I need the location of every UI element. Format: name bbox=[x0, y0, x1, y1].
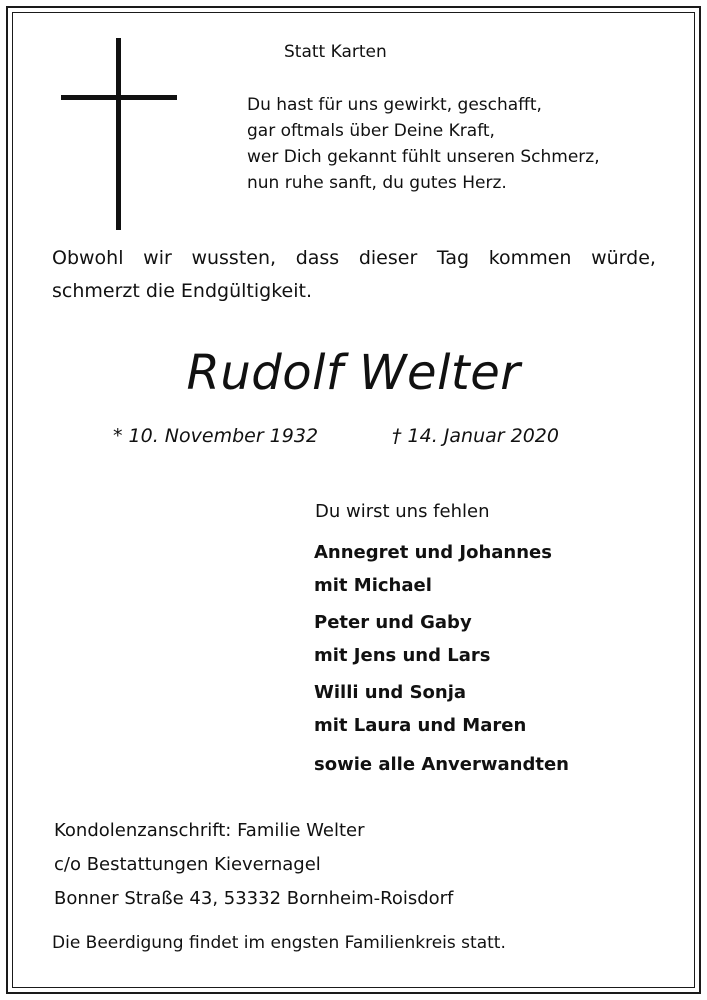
cross-horizontal-bar bbox=[61, 95, 177, 100]
intro-word: würde, bbox=[591, 247, 656, 269]
intro-line-2: schmerzt die Endgültigkeit. bbox=[52, 280, 312, 302]
address-line: c/o Bestattungen Kievernagel bbox=[54, 854, 321, 875]
poem-line: gar oftmals über Deine Kraft, bbox=[247, 121, 495, 141]
intro-word: dass bbox=[295, 247, 340, 269]
mourners-intro: Du wirst uns fehlen bbox=[315, 501, 490, 522]
deceased-name: Rudolf Welter bbox=[186, 345, 521, 401]
intro-word: wussten, bbox=[191, 247, 277, 269]
mourner-line: Annegret und Johannes bbox=[314, 542, 552, 563]
mourner-line: Willi und Sonja bbox=[314, 682, 467, 703]
condolence-address bbox=[54, 814, 453, 916]
mourner-line: Peter und Gaby bbox=[314, 612, 472, 633]
mourner-line: mit Laura und Maren bbox=[314, 715, 527, 736]
funeral-note: Die Beerdigung findet im engsten Familienkreis statt. bbox=[52, 933, 506, 953]
intro-word: wir bbox=[143, 247, 172, 269]
mourner-line: mit Michael bbox=[314, 575, 432, 596]
intro-word: dieser bbox=[358, 247, 418, 269]
poem-line: nun ruhe sanft, du gutes Herz. bbox=[247, 173, 507, 193]
statt-karten-label: Statt Karten bbox=[284, 42, 387, 62]
intro-text bbox=[52, 242, 656, 308]
address-line: Bonner Straße 43, 53332 Bornheim-Roisdorf bbox=[54, 888, 454, 909]
intro-word: kommen bbox=[488, 247, 572, 269]
mourner-line: mit Jens und Lars bbox=[314, 645, 491, 666]
intro-word: Obwohl bbox=[52, 247, 124, 269]
death-date: † 14. Januar 2020 bbox=[392, 425, 559, 447]
intro-word: Tag bbox=[436, 247, 470, 269]
birth-date: * 10. November 1932 bbox=[113, 425, 319, 447]
cross-vertical-bar bbox=[116, 38, 121, 230]
memorial-poem bbox=[247, 92, 600, 196]
poem-line: Du hast für uns gewirkt, geschafft, bbox=[247, 95, 542, 115]
address-line: Kondolenzanschrift: Familie Welter bbox=[54, 820, 365, 841]
intro-line-1 bbox=[52, 242, 656, 275]
poem-line: wer Dich gekannt fühlt unseren Schmerz, bbox=[247, 147, 600, 167]
mourner-line: sowie alle Anverwandten bbox=[314, 754, 569, 775]
